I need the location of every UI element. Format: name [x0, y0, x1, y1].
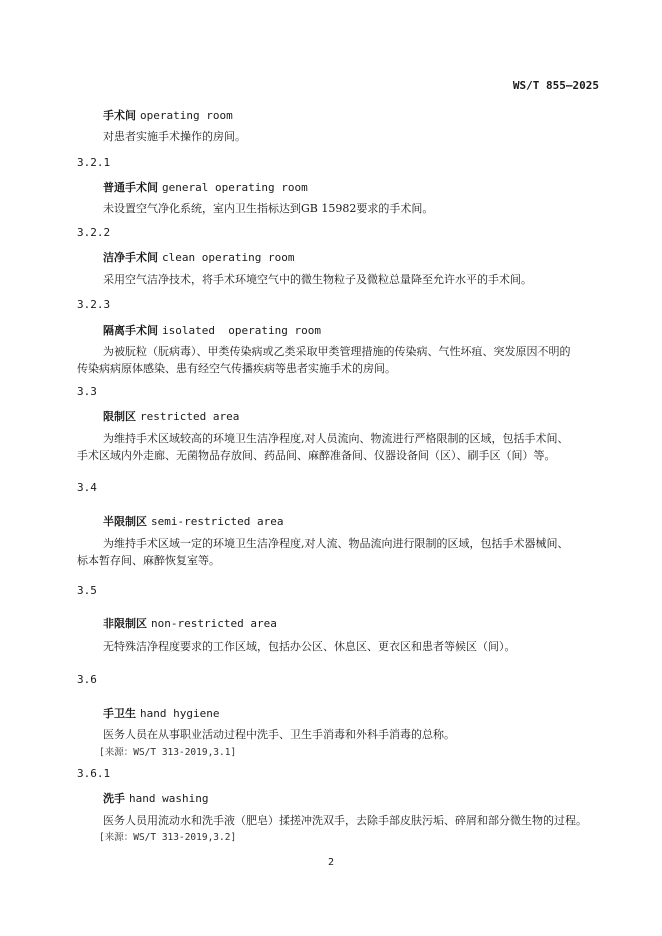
definition-line: 采用空气洁净技术，将手术环境空气中的微生物粒子及微粒总量降至允许水平的手术间。	[103, 273, 532, 286]
definition-line: 医务人员用流动水和洗手液（肥皂）揉搓冲洗双手，去除手部皮肤污垢、碎屑和部分微生物的过程。	[103, 814, 587, 827]
definition-line: 未设置空气净化系统，室内卫生指标达到GB 15982要求的手术间。	[103, 202, 434, 215]
term-en: non-restricted area	[151, 617, 277, 630]
definition-line: 无特殊洁净程度要求的工作区域，包括办公区、休息区、更衣区和患者等候区（间）。	[103, 640, 516, 653]
term-zh: 洁净手术间	[103, 251, 158, 264]
clause-number: 3.6.1	[77, 767, 111, 780]
term-hand-hygiene	[103, 705, 219, 721]
term-en: restricted area	[140, 410, 240, 423]
clause-number: 3.3	[77, 385, 97, 398]
term-en: operating room	[140, 109, 233, 122]
term-en: hand hygiene	[140, 707, 220, 720]
page-number: 2	[327, 857, 335, 868]
term-semi-restricted-area	[103, 513, 283, 529]
term-non-restricted-area	[103, 615, 277, 631]
standard-code: WS/T 855—2025	[512, 79, 599, 92]
term-restricted-area	[103, 408, 239, 424]
clause-number: 3.2.3	[77, 298, 111, 311]
term-en: clean operating room	[162, 251, 295, 264]
term-zh: 普通手术间	[103, 181, 158, 194]
term-en: isolated operating room	[162, 324, 321, 337]
term-zh: 非限制区	[103, 617, 147, 630]
term-general-operating-room	[103, 179, 308, 195]
source-citation: [来源：WS/T 313-2019,3.1]	[99, 747, 237, 758]
term-zh: 半限制区	[103, 515, 147, 528]
definition-line: 标本暂存间、麻醉恢复室等。	[77, 554, 220, 567]
clause-number: 3.5	[77, 584, 97, 597]
term-zh: 限制区	[103, 410, 136, 423]
term-en: hand washing	[129, 792, 209, 805]
term-zh: 隔离手术间	[103, 324, 158, 337]
clause-number: 3.2.1	[77, 156, 111, 169]
definition-line: 对患者实施手术操作的房间。	[103, 130, 246, 143]
definition-line: 医务人员在从事职业活动过程中洗手、卫生手消毒和外科手消毒的总称。	[103, 728, 455, 741]
term-en: general operating room	[162, 181, 308, 194]
definition-line: 为维持手术区域较高的环境卫生洁净程度,对人员流向、物流进行严格限制的区域，包括手术间、	[103, 432, 569, 445]
term-hand-washing	[103, 790, 208, 806]
term-isolated-operating-room	[103, 322, 321, 338]
clause-number: 3.2.2	[77, 226, 111, 239]
term-zh: 洗手	[103, 792, 125, 805]
clause-number: 3.4	[77, 481, 97, 494]
term-operating-room	[103, 107, 233, 123]
source-citation: [来源：WS/T 313-2019,3.2]	[99, 832, 237, 843]
clause-number: 3.6	[77, 673, 97, 686]
definition-line: 为维持手术区域一定的环境卫生洁净程度,对人流、物品流向进行限制的区域，包括手术器械间、	[103, 537, 569, 550]
term-en: semi-restricted area	[151, 515, 284, 528]
definition-line: 手术区域内外走廊、无菌物品存放间、药品间、麻醉准备间、仪器设备间（区）、刷手区（间）等。	[77, 449, 556, 462]
definition-line: 传染病病原体感染、患有经空气传播疾病等患者实施手术的房间。	[77, 362, 396, 375]
term-zh: 手卫生	[103, 707, 136, 720]
term-zh: 手术间	[103, 109, 136, 122]
term-clean-operating-room	[103, 249, 294, 265]
definition-line: 为被朊粒（朊病毒）、甲类传染病或乙类采取甲类管理措施的传染病、气性坏疽、突发原因不明的	[103, 345, 571, 358]
